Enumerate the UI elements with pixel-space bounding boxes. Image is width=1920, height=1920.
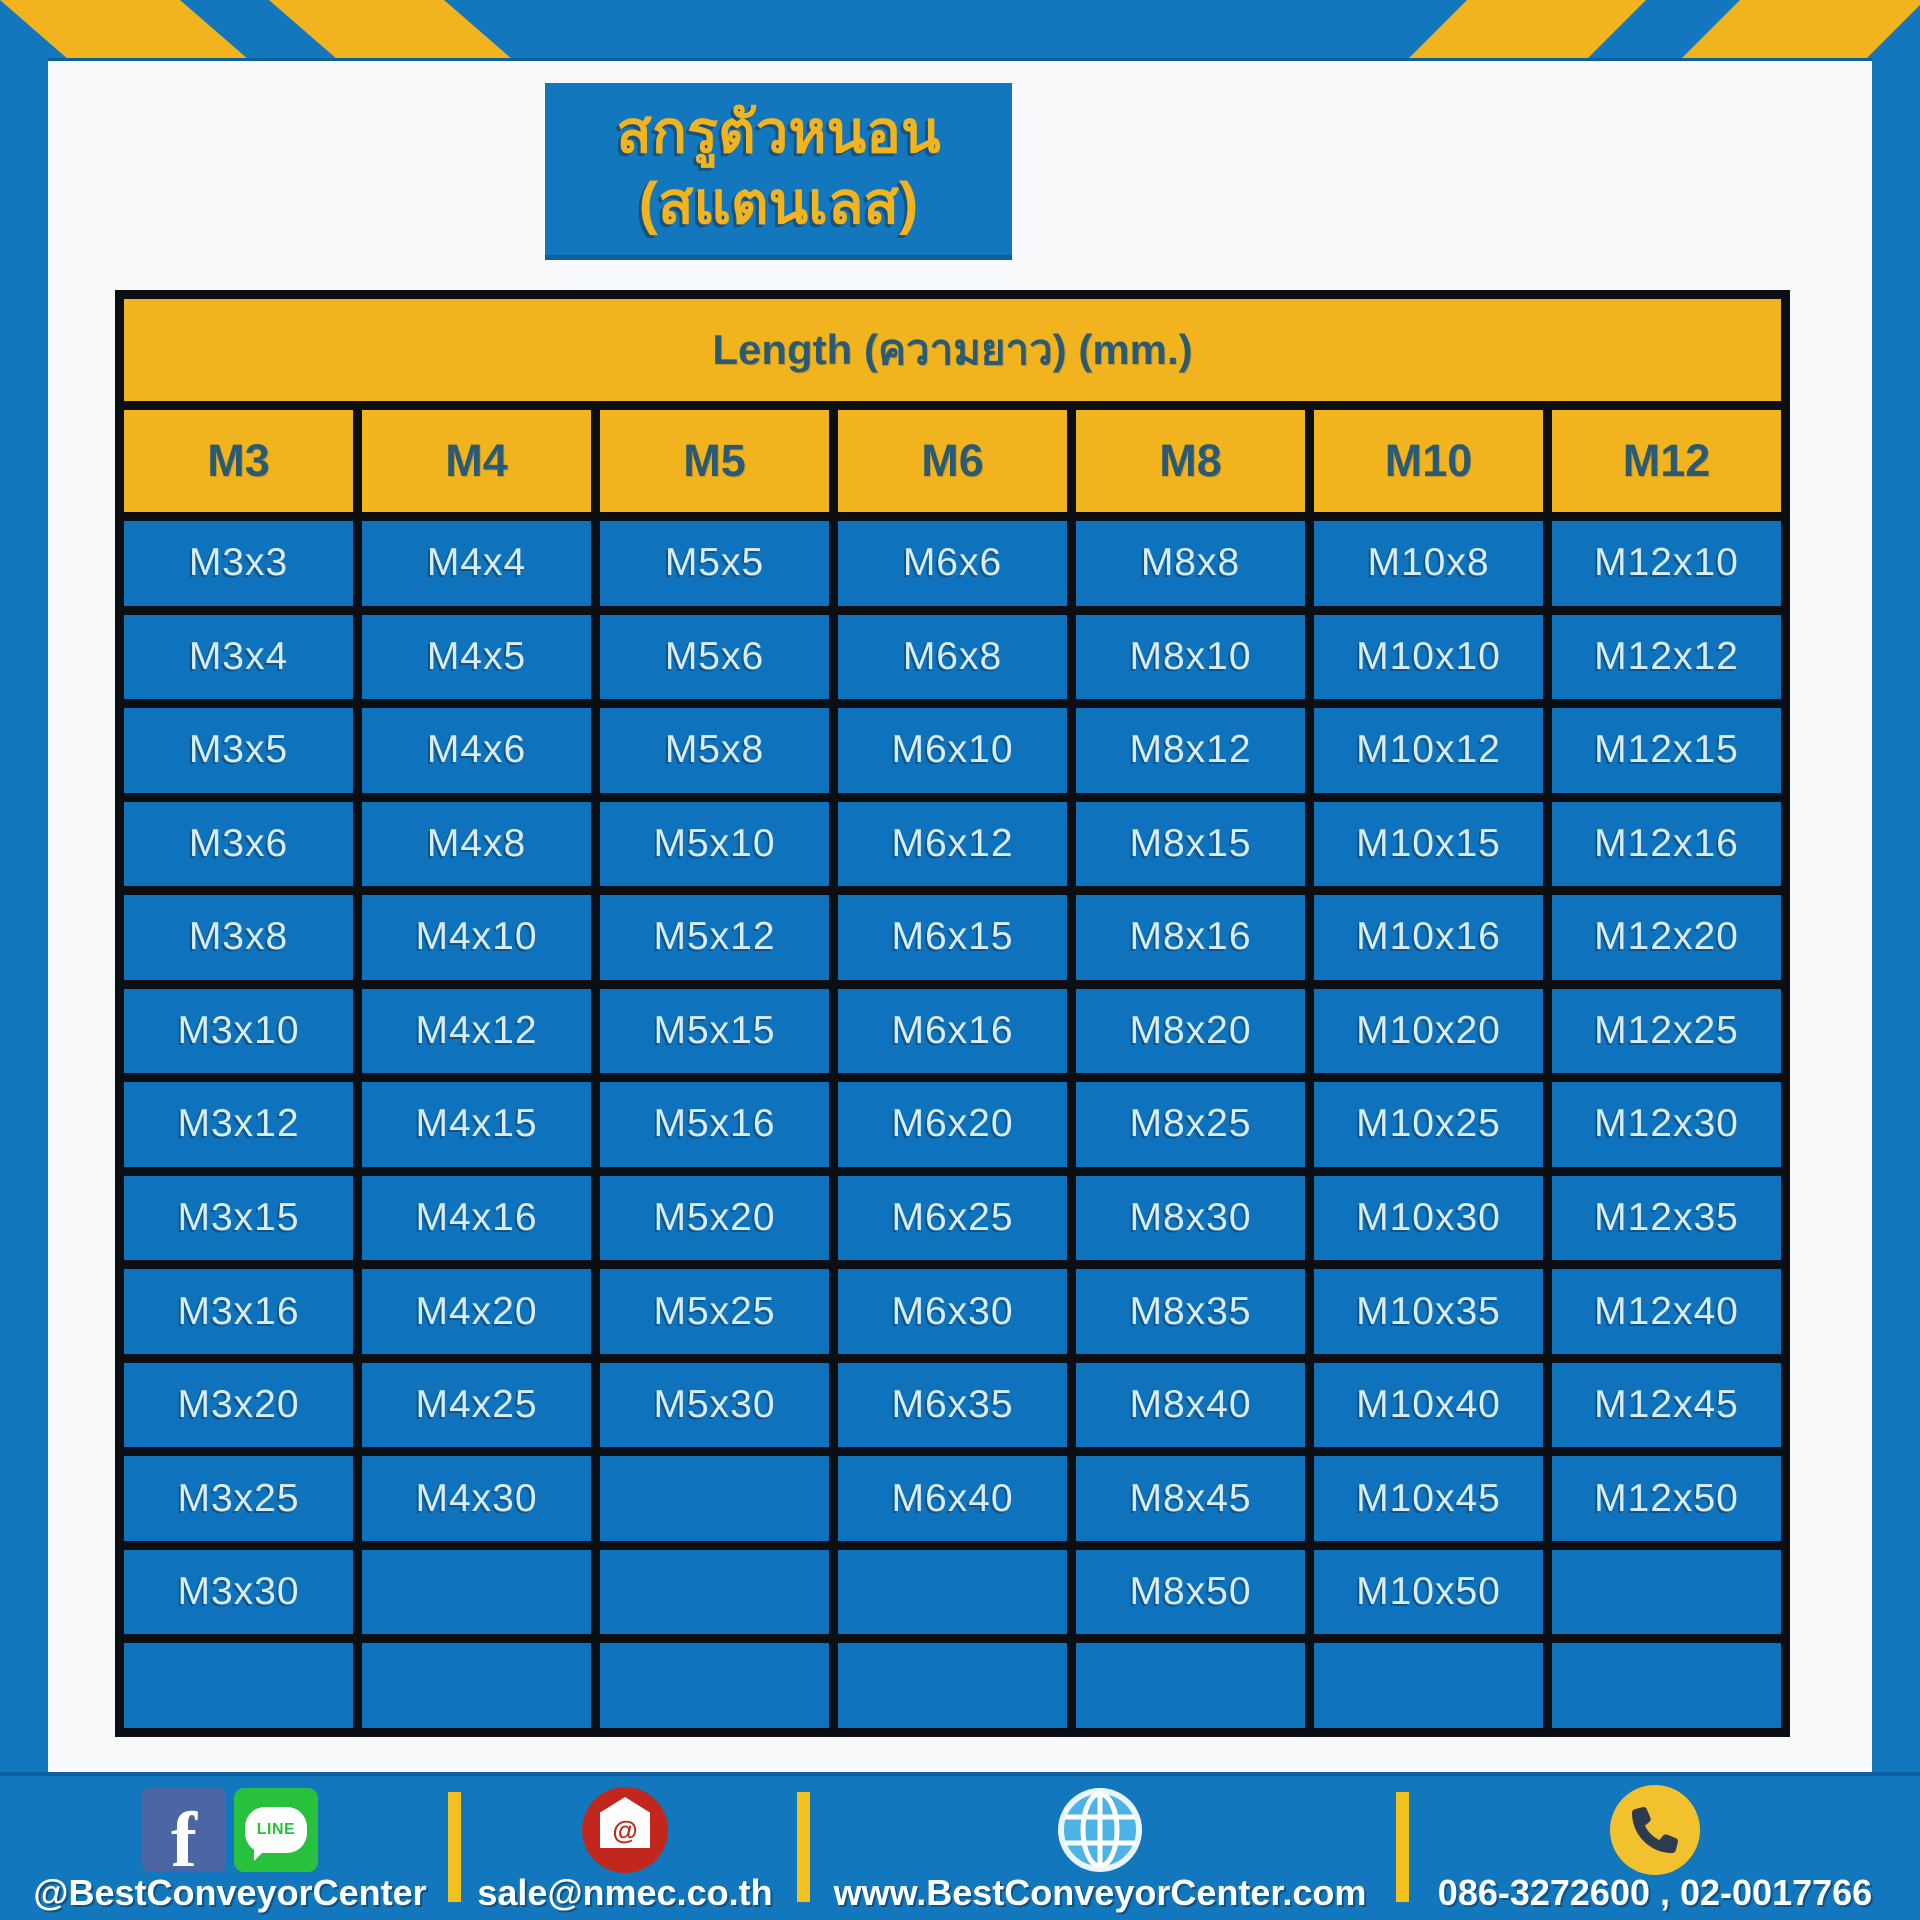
size-cell: M12x15 (1552, 708, 1781, 793)
size-cell: M12x35 (1552, 1176, 1781, 1261)
at-symbol: @ (612, 1815, 638, 1845)
size-cell: M3x16 (124, 1269, 353, 1354)
column-header-m8: M8 (1076, 410, 1305, 512)
size-cell: M3x8 (124, 895, 353, 980)
size-cell: M8x25 (1076, 1082, 1305, 1167)
size-cell: M10x50 (1314, 1550, 1543, 1635)
size-cell: M12x10 (1552, 521, 1781, 606)
phone-numbers-label: 086-3272600 , 02-0017766 (1437, 1872, 1873, 1913)
size-cell: M12x45 (1552, 1363, 1781, 1448)
size-cell: M4x15 (362, 1082, 591, 1167)
column-header-m4: M4 (362, 410, 591, 512)
size-cell: M5x30 (600, 1363, 829, 1448)
column-header-m5: M5 (600, 410, 829, 512)
corner-stripe (0, 0, 250, 61)
size-cell: M6x40 (838, 1456, 1067, 1541)
size-cell: M5x6 (600, 615, 829, 700)
size-cell: M12x30 (1552, 1082, 1781, 1167)
size-cell: M8x8 (1076, 521, 1305, 606)
footer-email-group (460, 1776, 790, 1920)
size-cell: M6x25 (838, 1176, 1067, 1261)
size-cell: M8x16 (1076, 895, 1305, 980)
size-cell: M4x12 (362, 989, 591, 1074)
size-cell: M5x8 (600, 708, 829, 793)
size-cell: M10x35 (1314, 1269, 1543, 1354)
size-cell: M3x12 (124, 1082, 353, 1167)
size-cell: M6x8 (838, 615, 1067, 700)
website-label: www.BestConveyorCenter.com (833, 1872, 1367, 1913)
size-cell: M4x25 (362, 1363, 591, 1448)
size-cell: M3x15 (124, 1176, 353, 1261)
size-cell: M10x30 (1314, 1176, 1543, 1261)
size-cell: M4x8 (362, 802, 591, 887)
corner-stripe (1679, 0, 1920, 61)
size-cell: M8x30 (1076, 1176, 1305, 1261)
size-cell: M10x15 (1314, 802, 1543, 887)
column-header-m12: M12 (1552, 410, 1781, 512)
size-cell: M8x10 (1076, 615, 1305, 700)
size-cell: M5x16 (600, 1082, 829, 1167)
size-cell (1076, 1643, 1305, 1728)
size-cell: M6x16 (838, 989, 1067, 1074)
size-cell: M12x20 (1552, 895, 1781, 980)
size-cell: M10x20 (1314, 989, 1543, 1074)
size-cell: M3x20 (124, 1363, 353, 1448)
footer-divider (797, 1792, 810, 1902)
envelope-icon (600, 1812, 650, 1848)
size-cell: M4x6 (362, 708, 591, 793)
size-cell: M10x12 (1314, 708, 1543, 793)
size-cell: M10x8 (1314, 521, 1543, 606)
size-cell: M6x30 (838, 1269, 1067, 1354)
size-cell: M4x30 (362, 1456, 591, 1541)
title-box (545, 83, 1012, 260)
phone-icon (1610, 1785, 1700, 1875)
left-border (0, 58, 48, 1776)
facebook-handle-label: @BestConveyorCenter (33, 1872, 427, 1913)
size-cell: M6x20 (838, 1082, 1067, 1167)
footer-divider (1396, 1792, 1409, 1902)
column-header-m3: M3 (124, 410, 353, 512)
length-header: Length (ความยาว) (mm.) (124, 299, 1781, 401)
size-cell: M8x40 (1076, 1363, 1305, 1448)
size-cell (838, 1550, 1067, 1635)
page-title-line-1: สกรูตัวหนอน (616, 100, 941, 166)
size-cell: M5x20 (600, 1176, 829, 1261)
size-cell: M3x4 (124, 615, 353, 700)
size-cell: M3x3 (124, 521, 353, 606)
size-cell: M10x16 (1314, 895, 1543, 980)
size-cell: M12x16 (1552, 802, 1781, 887)
size-cell (362, 1550, 591, 1635)
size-cell: M4x4 (362, 521, 591, 606)
footer-website-group (810, 1776, 1390, 1920)
size-cell: M3x5 (124, 708, 353, 793)
column-header-m6: M6 (838, 410, 1067, 512)
size-cell: M4x16 (362, 1176, 591, 1261)
size-cell (1552, 1550, 1781, 1635)
email-label: sale@nmec.co.th (477, 1872, 773, 1913)
size-cell: M8x35 (1076, 1269, 1305, 1354)
size-cell: M4x5 (362, 615, 591, 700)
size-cell: M12x40 (1552, 1269, 1781, 1354)
size-cell (600, 1456, 829, 1541)
size-cell (124, 1643, 353, 1728)
size-cell: M3x30 (124, 1550, 353, 1635)
top-border (0, 0, 1920, 61)
size-cell: M8x45 (1076, 1456, 1305, 1541)
size-table (115, 290, 1790, 1737)
globe-icon (1056, 1786, 1144, 1874)
right-border (1872, 58, 1920, 1776)
size-cell: M3x6 (124, 802, 353, 887)
size-cell (1314, 1643, 1543, 1728)
size-cell: M8x50 (1076, 1550, 1305, 1635)
size-cell: M10x45 (1314, 1456, 1543, 1541)
size-cell: M12x12 (1552, 615, 1781, 700)
size-cell (838, 1643, 1067, 1728)
size-cell: M8x20 (1076, 989, 1305, 1074)
size-cell: M12x25 (1552, 989, 1781, 1074)
size-cell: M5x25 (600, 1269, 829, 1354)
line-icon (234, 1788, 318, 1872)
size-cell: M4x10 (362, 895, 591, 980)
column-header-m10: M10 (1314, 410, 1543, 512)
size-cell: M5x12 (600, 895, 829, 980)
size-cell: M10x10 (1314, 615, 1543, 700)
footer-bar (0, 1772, 1920, 1920)
line-bubble (245, 1807, 307, 1853)
size-cell: M6x6 (838, 521, 1067, 606)
size-cell (362, 1643, 591, 1728)
size-cell: M3x10 (124, 989, 353, 1074)
size-cell: M5x10 (600, 802, 829, 887)
footer-phone-group (1410, 1776, 1900, 1920)
size-cell: M8x12 (1076, 708, 1305, 793)
corner-stripe (1406, 0, 1646, 61)
footer-facebook-group (20, 1776, 440, 1920)
facebook-icon (142, 1788, 226, 1872)
size-cell (600, 1550, 829, 1635)
size-cell: M5x15 (600, 989, 829, 1074)
size-cell: M6x10 (838, 708, 1067, 793)
email-icon (582, 1787, 668, 1873)
line-label: LINE (256, 1821, 296, 1838)
size-cell: M3x25 (124, 1456, 353, 1541)
facebook-letter: f (171, 1796, 197, 1872)
page-title-line-2: (สแตนเลส) (638, 171, 919, 236)
size-cell: M6x35 (838, 1363, 1067, 1448)
size-cell: M6x12 (838, 802, 1067, 887)
size-cell: M5x5 (600, 521, 829, 606)
size-cell: M12x50 (1552, 1456, 1781, 1541)
size-cell: M6x15 (838, 895, 1067, 980)
size-cell: M10x40 (1314, 1363, 1543, 1448)
size-cell (600, 1643, 829, 1728)
size-cell (1552, 1643, 1781, 1728)
size-cell: M10x25 (1314, 1082, 1543, 1167)
corner-stripe (269, 0, 514, 61)
size-cell: M8x15 (1076, 802, 1305, 887)
size-cell: M4x20 (362, 1269, 591, 1354)
